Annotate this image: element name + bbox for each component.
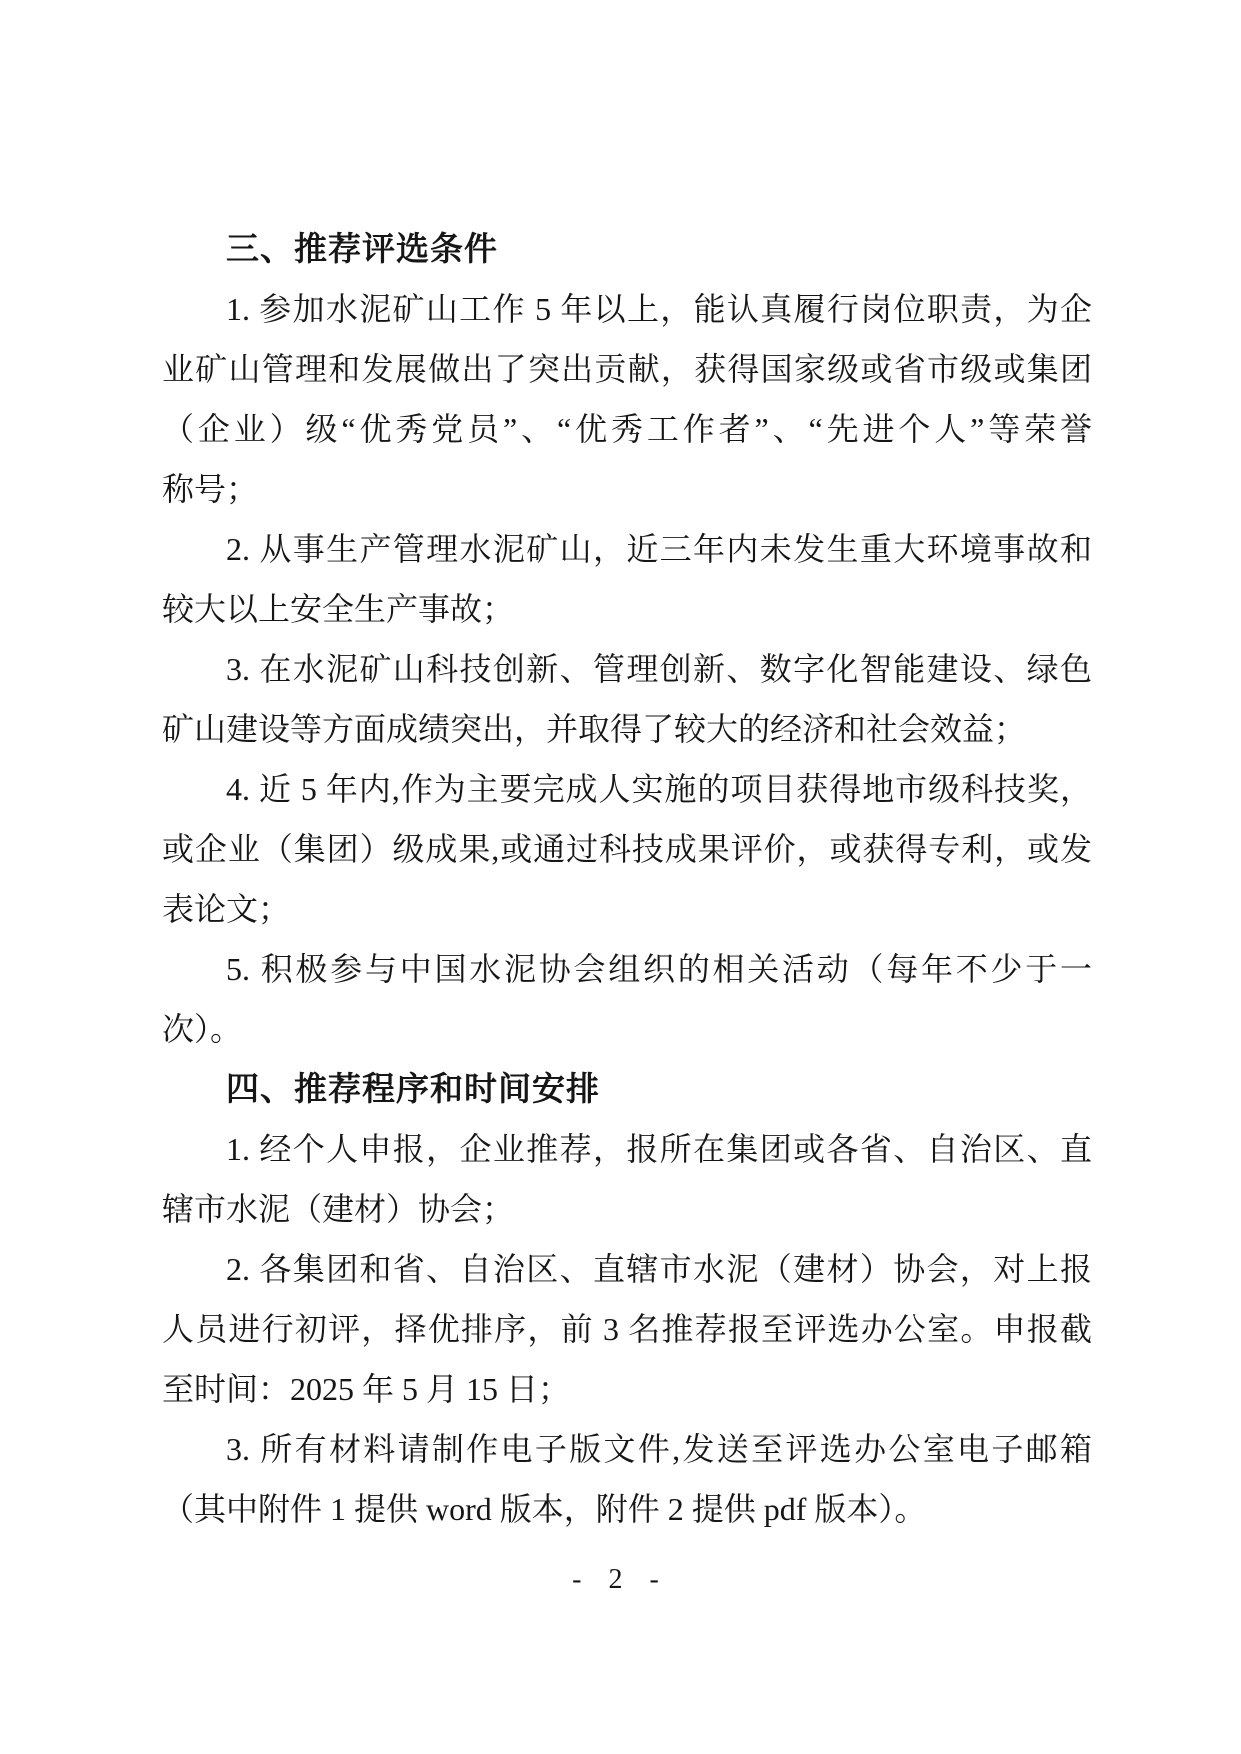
paragraph-line: 人员进行初评，择优排序，前 3 名推荐报至评选办公室。申报截 [162, 1311, 1092, 1347]
document-body [162, 219, 1092, 1539]
paragraph-line: 矿山建设等方面成绩突出，并取得了较大的经济和社会效益； [162, 711, 1027, 747]
paragraph-line: 2. 从事生产管理水泥矿山，近三年内未发生重大环境事故和 [226, 531, 1092, 567]
page-number: - 2 - [572, 1564, 669, 1595]
paragraph-line: 5. 积极参与中国水泥协会组织的相关活动（每年不少于一 [226, 951, 1092, 987]
paragraph-line: 次）。 [162, 1011, 243, 1047]
paragraph-line: 1. 经个人申报，企业推荐，报所在集团或各省、自治区、直 [226, 1131, 1092, 1167]
paragraph-line: 较大以上安全生产事故； [162, 591, 515, 627]
paragraph-line: 2. 各集团和省、自治区、直辖市水泥（建材）协会，对上报 [226, 1251, 1092, 1287]
paragraph-line: 业矿山管理和发展做出了突出贡献，获得国家级或省市级或集团 [162, 351, 1092, 387]
paragraph-line: （企业）级“优秀党员”、“优秀工作者”、“先进个人”等荣誉 [162, 411, 1092, 447]
section-heading: 三、推荐评选条件 [226, 229, 498, 268]
paragraph-line: 至时间：2025 年 5 月 15 日； [162, 1371, 571, 1407]
paragraph-line: 4. 近 5 年内,作为主要完成人实施的项目获得地市级科技奖， [226, 771, 1092, 807]
paragraph-line: 3. 所有材料请制作电子版文件,发送至评选办公室电子邮箱 [226, 1431, 1092, 1467]
paragraph-line: 称号； [162, 471, 259, 507]
section-heading: 四、推荐程序和时间安排 [226, 1069, 600, 1108]
paragraph-line: 或企业（集团）级成果,或通过科技成果评价，或获得专利，或发 [162, 831, 1092, 867]
paragraph-line: 辖市水泥（建材）协会； [162, 1191, 515, 1227]
paragraph-line: 1. 参加水泥矿山工作 5 年以上，能认真履行岗位职责，为企 [226, 291, 1092, 327]
paragraph-line: 表论文； [162, 891, 291, 927]
paragraph-line: 3. 在水泥矿山科技创新、管理创新、数字化智能建设、绿色 [226, 651, 1092, 687]
paragraph-line: （其中附件 1 提供 word 版本，附件 2 提供 pdf 版本）。 [162, 1491, 927, 1527]
